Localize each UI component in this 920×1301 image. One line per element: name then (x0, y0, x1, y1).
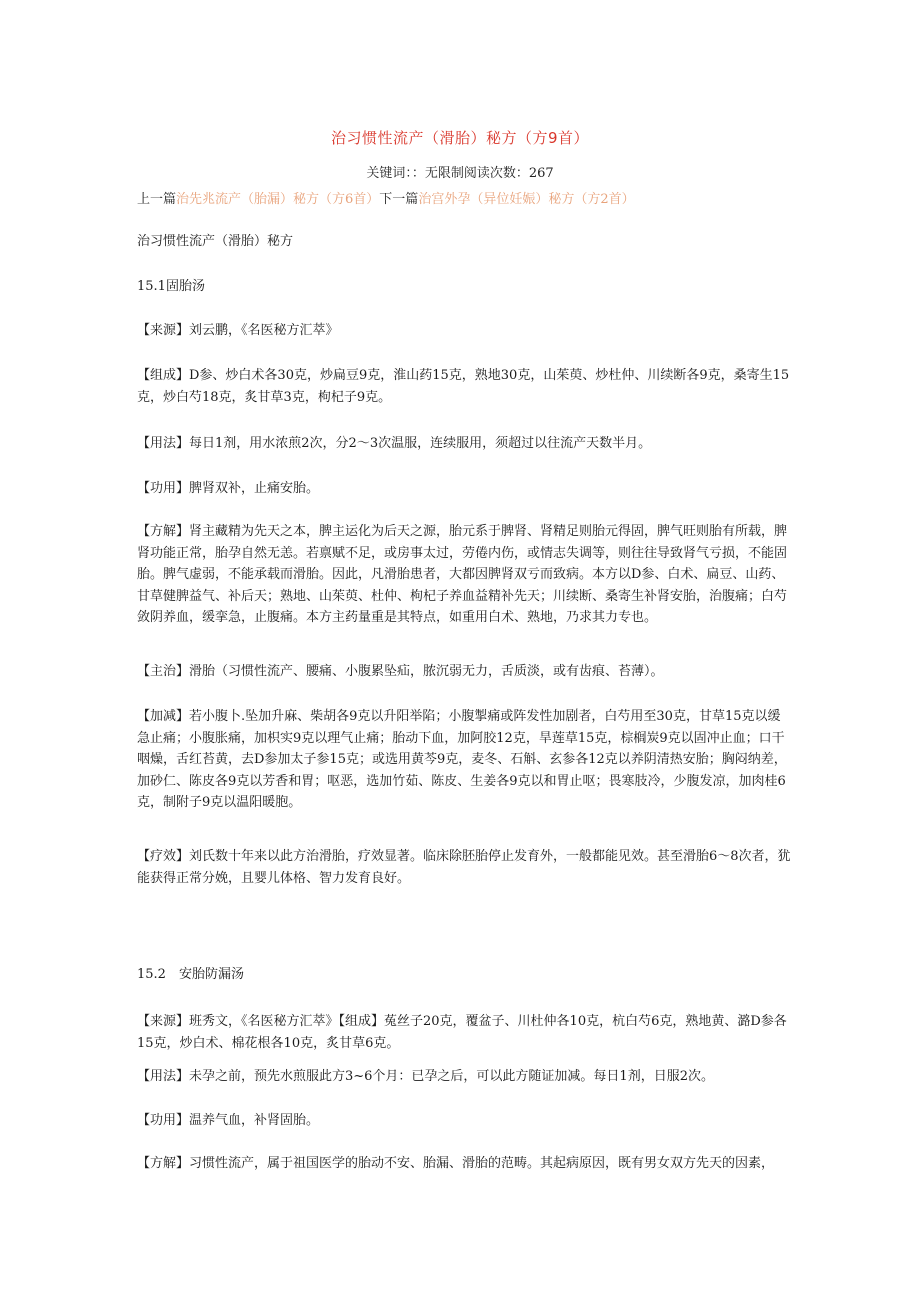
section-1-efficacy: 【疗效】刘氏数十年来以此方治滑胎，疗效显著。临床除胚胎停止发育外，一般都能见效。甚至滑胎6～8次者，犹能获得正常分娩，且婴儿体格、智力发育良好。 (137, 849, 791, 886)
prev-article-link[interactable]: 治先兆流产（胎漏）秘方（方6首） (176, 192, 380, 207)
section-2-heading: 15.2 安胎防漏汤 (137, 967, 244, 982)
section-1-usage: 【用法】每日1剂，用水浓煎2次，分2～3次温服，连续服用，须超过以往流产天数半月。 (137, 436, 652, 451)
article-navigation (137, 188, 837, 207)
next-label: 下一篇 (379, 192, 419, 207)
section-2-explanation: 【方解】习惯性流产，属于祖国医学的胎动不安、胎漏、滑胎的范畴。其起病原因，既有男女双方先天的因素， (137, 1156, 775, 1171)
read-count: 267 (528, 166, 554, 181)
section-1-indication: 【主治】滑胎（习惯性流产、腰痛、小腹累坠疝，脓沉弱无力，舌质淡，或有齿痕、苔薄）。 (137, 664, 664, 679)
prev-label: 上一篇 (137, 192, 177, 207)
section-1-composition: 【组成】D参、炒白术各30克，炒扁豆9克，淮山药15克，熟地30克，山茱萸、炒杜仲、川续断各9克，桑寄生15克，炒白芍18克，炙甘草3克，枸杞子9克。 (137, 368, 790, 405)
section-1-effect: 【功用】脾肾双补，止痛安胎。 (137, 481, 320, 496)
next-article-link[interactable]: 治宫外孕（异位妊娠）秘方（方2首） (418, 192, 635, 207)
document-title: 治习惯性流产（滑胎）秘方（方9首） (330, 129, 590, 147)
section-1-explanation: 【方解】肾主藏精为先天之本，脾主运化为后天之源，胎元系于脾肾、肾精足则胎元得固，脾气旺则胎有所载，脾肾功能正常，胎孕自然无恙。若禀赋不足，或房事太过，劳倦内伤，或情志失调等，则往往导致肾气亏损，不能固胎。脾气虚弱，不能承载而滑胎。因此，凡滑胎患者，大都因脾肾双亏而致病。本方以D参、白术、扁豆、山药、甘草健脾益气、补后天；熟地、山茱萸、杜仲、枸杞子养血益精补先天；川续断、桑寄生补肾安胎，治腹痛；白芍敛阴养血，缓挛急，止腹痛。本方主药量重是其特点，如重用白术、熟地，乃求其力专也。 (137, 524, 788, 625)
section-1-source: 【来源】刘云鹏，《名医秘方汇萃》 (137, 323, 339, 338)
article-meta (0, 162, 920, 181)
section-2-usage: 【用法】未孕之前，预先水煎服此方3~6个月：已孕之后，可以此方随证加减。每日1剂，日服2次。 (137, 1069, 714, 1084)
keywords-label: 关键词：：无限制阅读次数： (366, 166, 529, 181)
section-2-effect: 【功用】温养气血，补肾固胎。 (137, 1113, 320, 1128)
intro-heading: 治习惯性流产（滑胎）秘方 (137, 234, 294, 249)
section-1-heading: 15.1固胎汤 (137, 279, 205, 294)
section-1-modification: 【加减】若小腹卜.坠加升麻、柴胡各9克以升阳举陷；小腹掣痛或阵发性加剧者，白芍用至30克，甘草15克以缓急止痛；小腹胀痛，加枳实9克以理气止痛；胎动下血，加阿胶12克，旱莲草15克，棕榈炭9克以固冲止血；口干咽燥，舌红苔黄，去D参加太子参15克；或选用黄芩9克，麦冬、石斛、玄参各12克以养阴清热安胎；胸闷纳差，加砂仁、陈皮各9克以芳香和胃；呕恶，选加竹茹、陈皮、生姜各9克以和胃止呕；畏寒肢冷，少腹发凉，加肉桂6克，制附子9克以温阳暖胞。 (137, 709, 787, 810)
section-2-source-composition: 【来源】班秀文，《名医秘方汇萃》【组成】菟丝子20克，覆盆子、川杜仲各10克，杭白芍6克，熟地黄、潞D参各15克，炒白术、棉花根各10克，炙甘草6克。 (137, 1014, 787, 1051)
